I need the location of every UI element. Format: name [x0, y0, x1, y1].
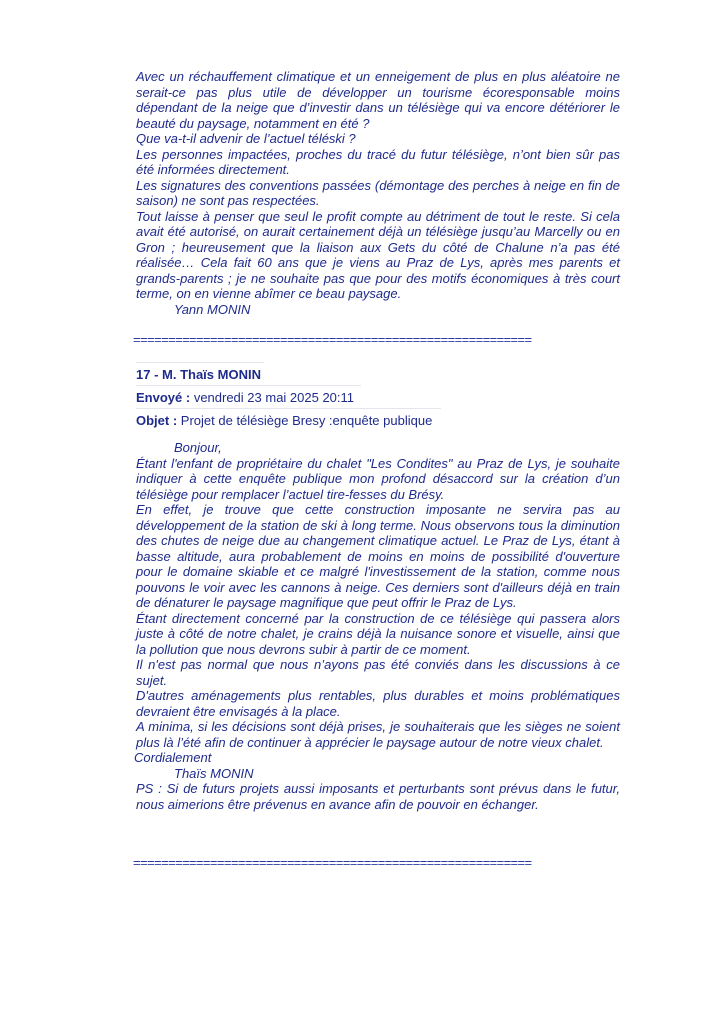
paragraph: Tout laisse à penser que seul le profit compte au détriment de tout le reste. Si cela avait été autorisé, on aurait certainement déjà un télésiège jusqu’au Marcelly ou en Gron ; heureusement que la liaison aux Gets du côté de Chalune n’a pas été réalisée… Cela fait 60 ans que je viens au Praz de Lys, après mes parents et grands-parents ; je ne souhaite pas que pour des motifs économiques à très court terme, on en vienne abîmer ce beau paysage.	[136, 208, 620, 301]
postscript: PS : Si de futurs projets aussi imposants et perturbants sont prévus dans le futur, nous aimerions être prévenus en avance afin de pouvoir en échanger.	[136, 781, 620, 812]
sent-value: vendredi 23 mai 2025 20:11	[193, 390, 355, 405]
subject-label: Objet :	[136, 413, 178, 428]
separator-line: =========================================================	[133, 332, 532, 347]
message-title: 17 - M. Thaïs MONIN	[136, 367, 261, 382]
sent-label: Envoyé :	[136, 390, 191, 405]
paragraph: En effet, je trouve que cette construction imposante ne servira pas au développement de la station de ski à long terme. Nous observons tous la diminution des chutes de neige due au changement climatique actuel. Le Praz de Lys, étant à basse altitude, aura probablement de moins en moins de possibilité d'ouverture pour le domaine skiable et ce malgré l'investissement de la station, comme nous pouvons le voir avec les cannons à neige. Ces derniers sont d'ailleurs déjà en train de dénaturer le paysage magnifique que peut offrir le Praz de Lys.	[136, 502, 620, 610]
second-message-body	[136, 440, 620, 812]
paragraph: Il n'est pas normal que nous n’ayons pas été conviés dans les discussions à ce sujet.	[136, 657, 620, 688]
paragraph: Que va-t-il advenir de l’actuel téléski ?	[136, 131, 356, 146]
sent-field	[136, 390, 354, 405]
first-message-body	[136, 69, 620, 317]
greeting: Bonjour,	[174, 440, 222, 455]
subject-value: Projet de télésiège Bresy :enquête publique	[180, 413, 433, 428]
paragraph: Étant directement concerné par la construction de ce télésiège qui passera alors juste à côté de notre chalet, je crains déjà la nuisance sonore et visuelle, ainsi que la pollution que nous devrons subir à partir de ce moment.	[136, 610, 620, 657]
paragraph: D'autres aménagements plus rentables, plus durables et moins problématiques devraient être envisagés à la place.	[136, 688, 620, 719]
paragraph: Avec un réchauffement climatique et un enneigement de plus en plus aléatoire ne serait-ce pas plus utile de développer un tourisme écoresponsable moins dépendant de la neige que d’investir dans un télésiège qui va encore détériorer le beauté du paysage, notamment en été ?	[136, 69, 620, 131]
paragraph: Les signatures des conventions passées (démontage des perches à neige en fin de saison) ne sont pas respectées.	[136, 177, 620, 208]
divider	[136, 408, 441, 409]
separator-line: =========================================================	[133, 855, 532, 870]
paragraph: A minima, si les décisions sont déjà prises, je souhaiterais que les sièges ne soient plus là l’été afin de continuer à apprécier le paysage autour de notre vieux chalet.	[136, 719, 620, 750]
subject-field	[136, 413, 432, 428]
paragraph: Les personnes impactées, proches du tracé du futur télésiège, n’ont bien sûr pas été informées directement.	[136, 146, 620, 177]
divider	[136, 385, 361, 386]
closing: Cordialement	[134, 750, 212, 765]
divider	[136, 362, 264, 363]
paragraph: Étant l'enfant de propriétaire du chalet "Les Condites" au Praz de Lys, je souhaite indiquer à cette enquête publique mon profond désaccord sur la création d’un télésiège pour remplacer l’actuel tire-fesses du Brésy.	[136, 455, 620, 502]
signature: Thaïs MONIN	[174, 765, 254, 781]
signature: Yann MONIN	[174, 301, 251, 317]
